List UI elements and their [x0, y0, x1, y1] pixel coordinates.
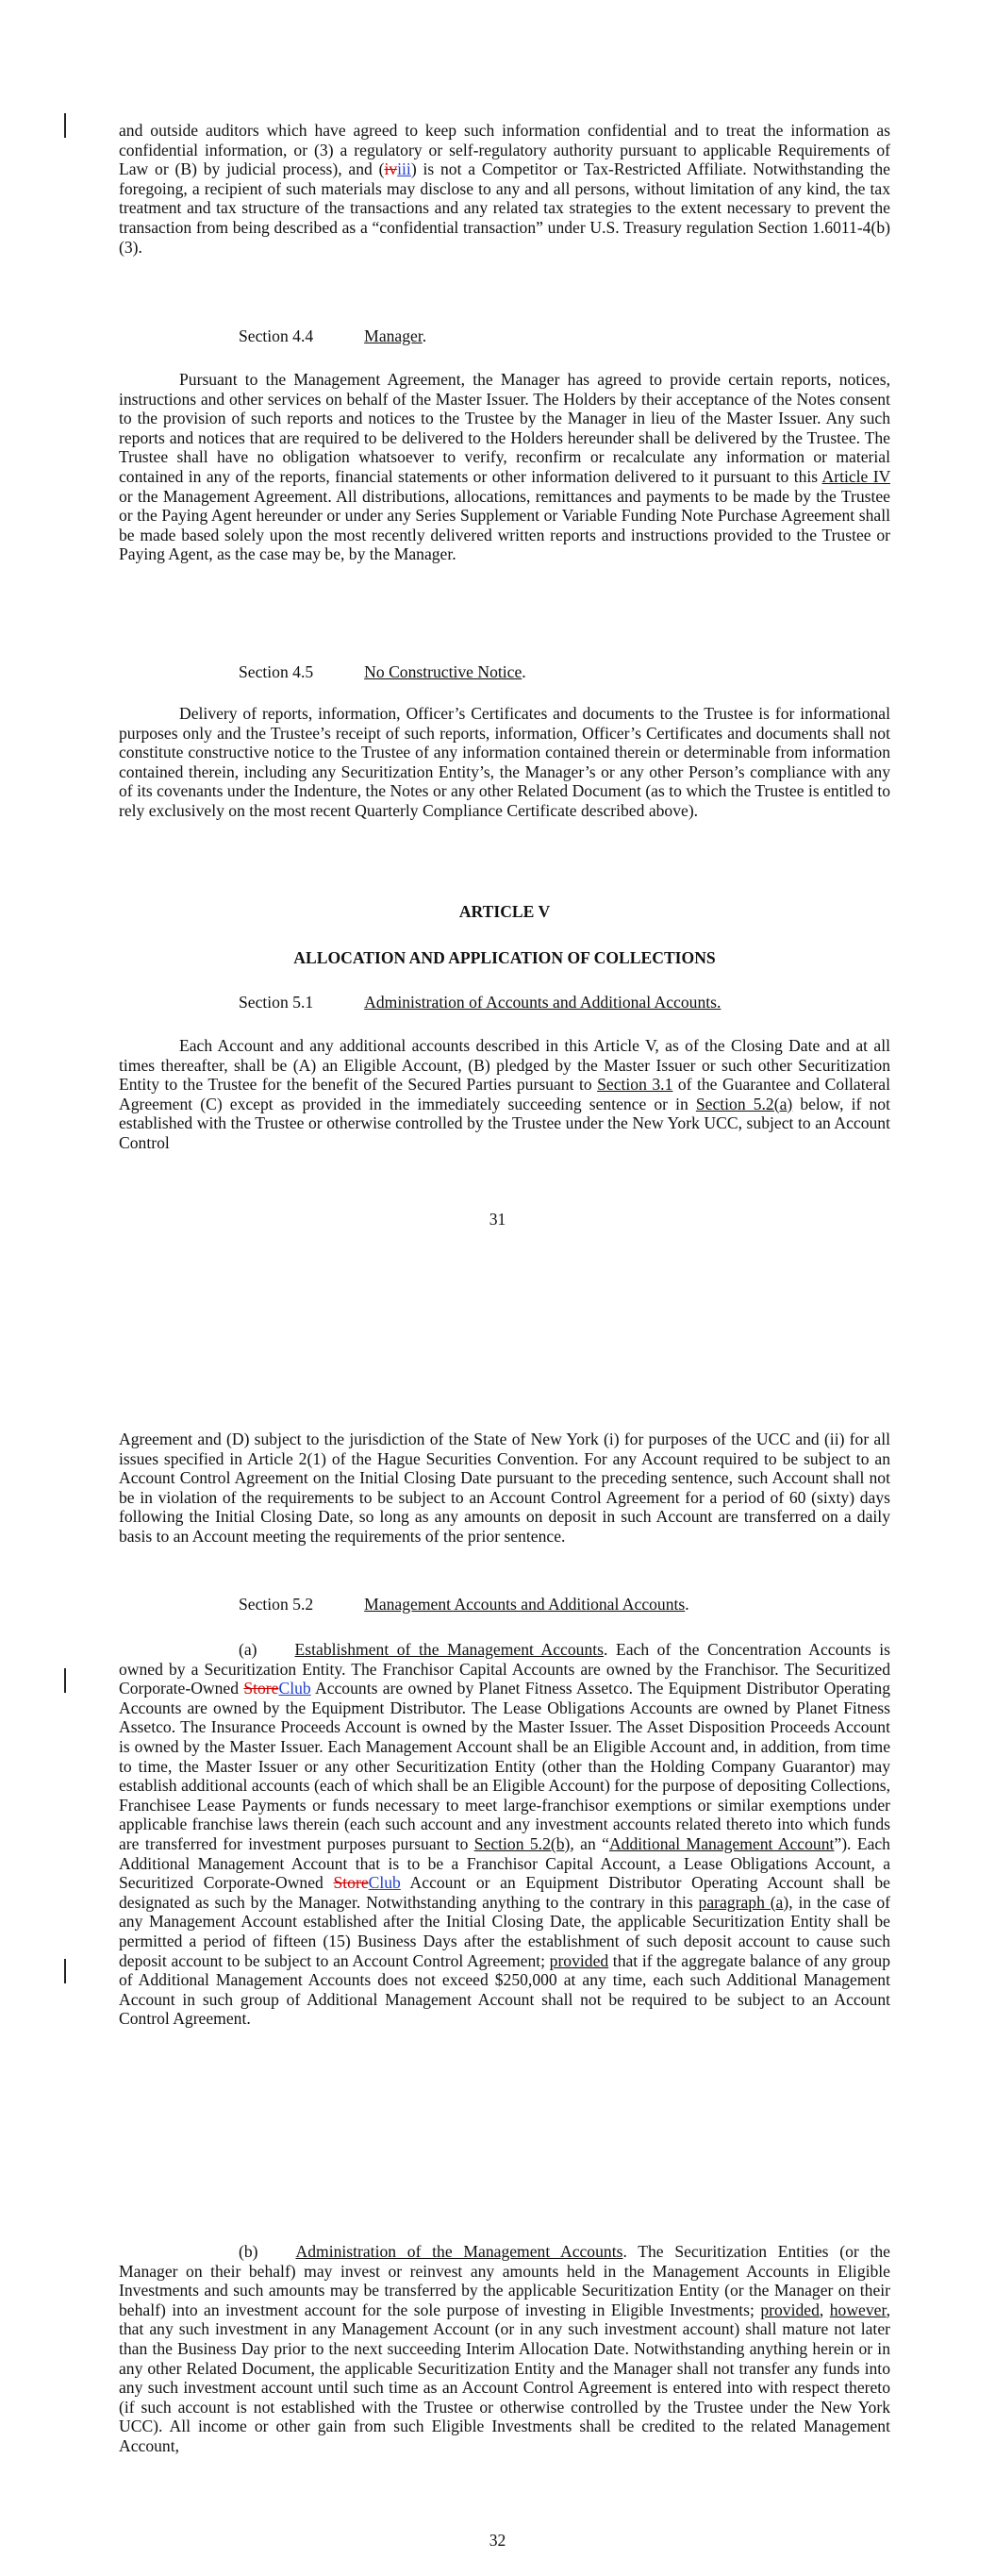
text-run: and outside auditors which have agreed to keep such information confidential and to treat the information as confidential information, or (3) a regulatory or self-regulatory authority pursuant to applicable Requirements of Law or (B) by judicial process), and (	[119, 121, 890, 179]
page-number: 32	[489, 2531, 506, 2550]
paragraph-5-2-b	[119, 2242, 890, 2456]
defined-term: provided	[760, 2300, 820, 2319]
cross-reference: Section 3.1	[597, 1075, 673, 1095]
text-run: . The Securitization Entities (or the Manager on their behalf) may invest or reinvest any amounts held in the Management Accounts in Eligible Investments and such amounts may be transferred by the applicable Securitization Entity (or the Manager on their behalf) into an investment account for the sole purpose of investing in Eligible Investments;	[119, 2242, 890, 2319]
paragraph-label: (a)	[239, 1640, 257, 1659]
section-number: Section 5.2	[239, 1595, 314, 1614]
text-run: Each Account and any additional accounts described in this Article V, as of the Closing Date and at all times thereafter, shall be (A) an Eligible Account, (B) pledged by the Master Issuer or such other Securitization Entity to the Trustee for the benefit of the Secured Parties pursuant to	[119, 1036, 890, 1095]
section-number: Section 4.5	[239, 662, 314, 681]
paragraph-4-4	[119, 370, 890, 564]
change-bar	[64, 1959, 66, 1983]
cross-reference: paragraph (a)	[698, 1892, 789, 1912]
defined-term: however	[829, 2300, 887, 2319]
text-run: . Each of the Concentration Accounts is owned by a Securitization Entity. The Franchisor Capital Accounts are owned by the Franchisor. The Securitized Corporate-Owned	[119, 1640, 890, 1698]
defined-term: provided	[549, 1950, 609, 1970]
text-run: Pursuant to the Management Agreement, the Manager has agreed to provide certain reports, notices, instructions and other services on behalf of the Master Issuer. The Holders by their acceptance of the Notes consent to the provision of such reports and notices to the Trustee by the Manager in lieu of the Master Issuer. Any such reports and notices that are required to be delivered to the Holders hereunder shall be delivered by the Trustee. The Trustee shall have no obligation whatsoever to verify, reconfirm or recalculate any information or material contained in any of the reports, financial statements or other information delivered to it pursuant to this	[119, 370, 890, 486]
section-title: Management Accounts and Additional Accounts	[364, 1595, 686, 1614]
text-run: ”). Each Additional Management Account that is to be a Franchisor Capital Account, a Lease Obligations Account, a Securitized Corporate-Owned	[119, 1833, 890, 1893]
section-5-1-heading	[119, 993, 995, 1012]
punct: .	[422, 326, 427, 345]
section-number: Section 4.4	[239, 326, 314, 345]
text-run: that if the aggregate balance of any group of Additional Management Accounts does not exceed $250,000 at any time, each such Additional Management Account in such group of Additional Management Account shall not be required to be subject to an Account Control Agreement.	[119, 1950, 890, 2029]
cross-reference: Article IV	[821, 466, 890, 486]
section-4-4-heading	[119, 326, 995, 346]
page-32	[0, 1368, 995, 2576]
deleted-text: iv	[384, 159, 398, 179]
page-number: 31	[489, 1210, 506, 1229]
article-heading: ARTICLE V	[458, 902, 551, 921]
deleted-text: Store	[243, 1679, 279, 1698]
paragraph-5-1	[119, 1036, 890, 1153]
punct: .	[522, 662, 526, 681]
text-run: Accounts are owned by Planet Fitness Assetco. The Equipment Distributor Operating Accounts are owned by the Equipment Distributor. The Lease Obligations Accounts are owned by Planet Fitness Assetco. The Insurance Proceeds Account is owned by the Master Issuer. The Asset Disposition Proceeds Account is owned by the Master Issuer. Each Management Account shall be an Eligible Account and, in addition, from time to time, the Master Issuer or any other Securitization Entity (other than the Holding Company Guarantor) may establish additional accounts (each of which shall be an Eligible Account) for the purpose of depositing Collections, Franchisee Lease Payments or funds necessary to meet large-franchisor exemptions or similar exemptions under applicable franchise laws therein (each such account and any investment accounts related thereto into which funds are transferred for investment purposes pursuant to	[119, 1679, 891, 1853]
paragraph-4-5: Delivery of reports, information, Officer’s Certificates and documents to the Trustee is for informational purposes only and the Trustee’s receipt of such reports, information, Officer’s Certificates and documents shall not constitute constructive notice to the Trustee of any information contained therein or determinable from information contained therein, including any Securitization Entity’s, the Manager’s or any other Person’s compliance with any of its covenants under the Indenture, the Notes or any other Related Document (as to which the Trustee is entitled to rely exclusively on the most recent Quarterly Compliance Certificate described above).	[119, 704, 890, 820]
text-run: below, if not established with the Trustee or otherwise controlled by the Trustee under the New York UCC, subject to an Account Control	[119, 1094, 890, 1152]
paragraph-5-2-a	[119, 1640, 890, 2029]
punct: .	[685, 1595, 689, 1614]
text-run: , in the case of any Management Account established after the Initial Closing Date, the applicable Securitization Entity shall be permitted a period of fifteen (15) Business Days after the establishment of such deposit account to cause such deposit account to be subject to an Account Control Agreement;	[119, 1892, 891, 1970]
paragraph-5-1-continued: Agreement and (D) subject to the jurisdiction of the State of New York (i) for purposes of the UCC and (ii) for all issues specified in Article 2(1) of the Hague Securities Convention. For any Account required to be subject to an Account Control Agreement on the Initial Closing Date pursuant to the preceding sentence, such Account shall not be in violation of the requirements to be subject to an Account Control Agreement for a period of 60 (sixty) days following the Initial Closing Date, so long as any amounts on deposit in such Account are transferred on a daily basis to an Account meeting the requirements of the prior sentence.	[119, 1430, 890, 1546]
text-run: of the Guarantee and Collateral Agreement (C) except as provided in the immediately succeeding sentence or in	[119, 1075, 890, 1113]
section-5-2-heading	[119, 1595, 995, 1614]
inserted-text: iii	[397, 159, 411, 179]
change-bar	[64, 1668, 66, 1693]
text-run: or the Management Agreement. All distributions, allocations, remittances and payments to be made by the Trustee or the Paying Agent hereunder or under any Series Supplement or Variable Funding Note Purchase Agreement shall be made based solely upon the most recently delivered written reports and instructions provided to the Trustee or Paying Agent, as the case may be, by the Manager.	[119, 486, 890, 564]
paragraph-title: Establishment of the Management Accounts	[294, 1640, 604, 1659]
change-bar	[64, 113, 66, 138]
section-title: Manager	[364, 326, 423, 345]
article-title: ALLOCATION AND APPLICATION OF COLLECTIONS	[293, 948, 716, 967]
punct: ,	[819, 2300, 830, 2319]
cross-reference: Section 5.2(a)	[695, 1094, 793, 1113]
section-number: Section 5.1	[239, 993, 314, 1012]
paragraph-confidentiality	[119, 121, 890, 257]
text-run: Account or an Equipment Distributor Operating Account shall be designated as such by the Manager. Notwithstanding anything to the contrary in this	[119, 1873, 890, 1912]
defined-term: Additional Management Account	[608, 1833, 835, 1853]
cross-reference: Section 5.2(b)	[473, 1833, 571, 1853]
section-4-5-heading	[119, 662, 995, 682]
inserted-text: Club	[278, 1679, 311, 1698]
section-title: Administration of Accounts and Additional Accounts.	[364, 993, 721, 1012]
section-title: No Constructive Notice	[364, 662, 522, 681]
text-run: , an “	[570, 1833, 609, 1853]
paragraph-label: (b)	[239, 2242, 258, 2261]
deleted-text: Store	[333, 1873, 369, 1893]
text-run: ) is not a Competitor or Tax-Restricted Affiliate. Notwithstanding the foregoing, a recipient of such materials may disclose to any and all persons, without limitation of any kind, the tax treatment and tax structure of the transactions and any related tax strategies to the extent necessary to prevent the transaction from being described as a “confidential transaction” under U.S. Treasury regulation Section 1.6011-4(b)(3).	[119, 159, 890, 257]
text-run: , that any such investment in any Management Account (or in any such investment account) shall mature not later than the Business Day prior to the next succeeding Interim Allocation Date. Notwithstanding anything herein or in any other Related Document, the applicable Securitization Entity and the Manager shall not transfer any funds into any such investment account until such time as an Account Control Agreement is entered into with respect thereto (if such account is not established with the Trustee or otherwise controlled by the Trustee under the New York UCC). All income or other gain from such Eligible Investments shall be credited to the related Management Account,	[119, 2300, 891, 2455]
inserted-text: Club	[368, 1873, 401, 1893]
paragraph-title: Administration of the Management Accounts	[295, 2242, 623, 2261]
